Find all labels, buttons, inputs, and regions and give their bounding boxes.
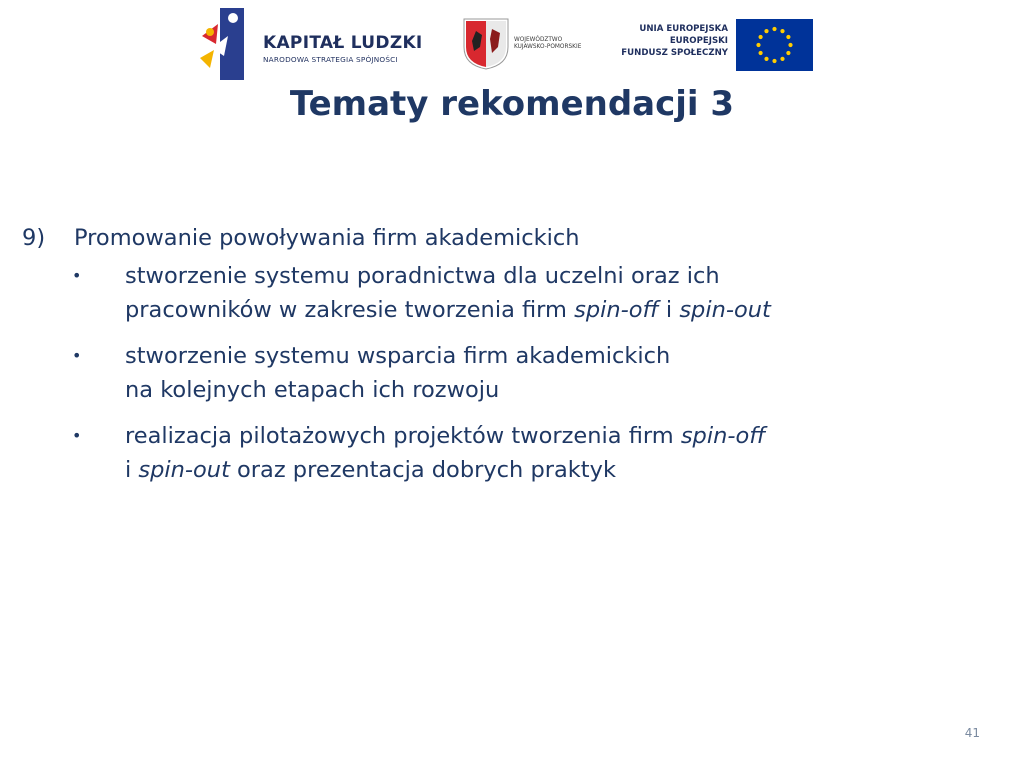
region-line-2: KUJAWSKO-POMORSKIE	[514, 44, 582, 50]
slide-content	[22, 222, 982, 499]
bullet-item-2	[22, 339, 982, 407]
spin-out-term: spin-out	[138, 457, 230, 483]
bullet-item-1	[22, 259, 982, 327]
eu-text	[612, 23, 728, 59]
slide-title: Tematy rekomendacji 3	[289, 84, 735, 124]
bullet-2-line-2: na kolejnych etapach ich rozwoju	[125, 377, 500, 403]
region-line-1: WOJEWÓDZTWO	[514, 37, 563, 43]
kapital-ludzki-subtitle: NARODOWA STRATEGIA SPÓJNOŚCI	[263, 55, 398, 64]
bullet-item-3	[22, 419, 982, 487]
eu-flag-icon	[736, 19, 813, 71]
bullet-3-line-2-end: oraz prezentacja dobrych praktyk	[229, 457, 616, 483]
bullet-text-1	[125, 259, 982, 327]
item-number: 9)	[22, 225, 46, 251]
page-number: 41	[964, 726, 980, 740]
region-crest-icon	[462, 17, 510, 71]
eu-line-1: UNIA EUROPEJSKA	[639, 24, 728, 34]
bullet-1-conjunction: i	[658, 297, 680, 323]
bullet-1-line-2: pracowników w zakresie tworzenia firm	[125, 297, 575, 323]
spin-off-term: spin-off	[574, 297, 659, 323]
eu-line-3: FUNDUSZ SPOŁECZNY	[621, 48, 728, 58]
bullet-icon: •	[72, 346, 82, 365]
bullet-1-line-1: stworzenie systemu poradnictwa dla uczelni oraz ich	[125, 263, 720, 289]
bullet-2-line-1: stworzenie systemu wsparcia firm akademickich	[125, 343, 671, 369]
bullet-text-3	[125, 419, 982, 487]
region-text	[514, 37, 581, 51]
bullet-icon: •	[72, 426, 82, 445]
bullet-text-2	[125, 339, 982, 407]
spin-out-term: spin-out	[679, 297, 771, 323]
bullet-3-line-1: realizacja pilotażowych projektów tworzenia firm	[125, 423, 681, 449]
bullet-3-line-2-start: i	[125, 457, 139, 483]
item-text: Promowanie powoływania firm akademickich	[74, 225, 580, 251]
kapital-ludzki-title: KAPITAŁ LUDZKI	[263, 33, 423, 53]
kapital-ludzki-text	[263, 34, 423, 64]
logo-bar	[0, 0, 1024, 86]
kapital-ludzki-logo-icon	[198, 6, 246, 82]
bullet-icon: •	[72, 266, 82, 285]
bullet-list	[22, 259, 982, 487]
numbered-item	[22, 222, 982, 254]
spin-off-term: spin-off	[680, 423, 766, 449]
eu-line-2: EUROPEJSKI	[669, 36, 728, 46]
